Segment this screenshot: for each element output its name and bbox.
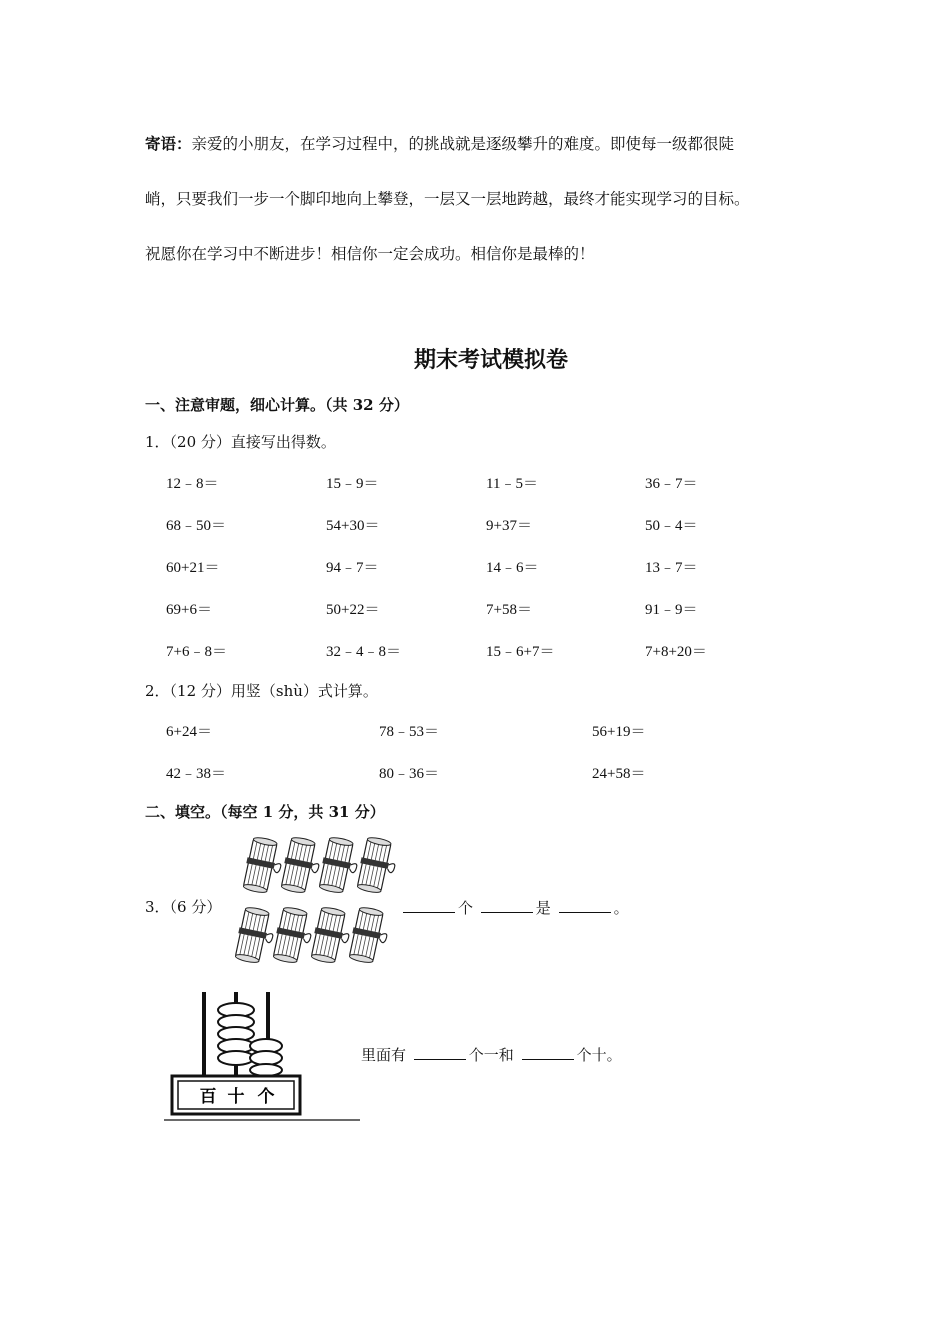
text-shi: 是 [535,899,551,917]
calc-item: 11﹣5＝ [486,476,538,492]
text-inside: 里面有 [361,1046,407,1064]
text-tens: 个十。 [576,1046,622,1064]
answer-blank[interactable] [522,1047,574,1060]
abacus-label-hundreds: 百 [199,1087,217,1107]
calc-item: 36﹣7＝ [645,476,698,492]
calc-item: 9+37＝ [486,518,532,534]
stick-bundle [241,836,286,896]
calc-item: 60+21＝ [166,560,220,576]
calc-item: 7+6﹣8＝ [166,644,227,660]
abacus-label-ones: 个 [257,1087,275,1107]
calc-item: 13﹣7＝ [645,560,698,576]
stick-bundle [317,836,362,896]
calc-item: 50﹣4＝ [645,518,698,534]
question-1-label: 1．（20 分）直接写出得数。 [145,433,336,451]
calc-item: 69+6＝ [166,602,212,618]
calc-item: 14﹣6＝ [486,560,539,576]
intro-line-3: 祝愿你在学习中不断进步！相信你一定会成功。相信你是最棒的！ [145,245,595,263]
calc-item: 91﹣9＝ [645,602,698,618]
stick-bundle [355,836,400,896]
calc-item: 12﹣8＝ [166,476,219,492]
answer-blank[interactable] [414,1047,466,1060]
calc-item: 50+22＝ [326,602,380,618]
calc-item: 7+8+20＝ [645,644,707,660]
stick-bundle [309,906,354,966]
abacus-image [164,988,364,1124]
calc-item: 94﹣7＝ [326,560,379,576]
calc-item: 15﹣6+7＝ [486,644,555,660]
vertical-calc-item: 56+19＝ [592,724,646,740]
stick-bundle [347,906,392,966]
stick-bundles-image [230,834,402,972]
intro-line-1 [145,132,734,154]
question-3-bundles-answer-line [400,897,629,918]
vertical-calc-item: 42﹣38＝ [166,766,227,782]
calc-item: 54+30＝ [326,518,380,534]
intro-label: 寄语： [145,134,192,153]
intro-line-2: 峭，只要我们一步一个脚印地向上攀登，一层又一层地跨越，最终才能实现学习的目标。 [145,190,750,208]
section-1-heading: 一、注意审题，细心计算。（共 32 分） [145,396,409,414]
text-ones-and: 个一和 [468,1046,514,1064]
stick-bundle [271,906,316,966]
calc-item: 15﹣9＝ [326,476,379,492]
vertical-calc-item: 78﹣53＝ [379,724,440,740]
vertical-calc-item: 6+24＝ [166,724,212,740]
calc-item: 32﹣4﹣8＝ [326,644,402,660]
abacus-label-tens: 十 [227,1087,245,1107]
section-2-heading: 二、填空。（每空 1 分，共 31 分） [145,803,385,821]
question-3-label: 3．（6 分） [145,898,222,916]
stick-bundle [233,906,278,966]
question-2-label: 2．（12 分）用竖（shù）式计算。 [145,682,378,700]
calc-item: 7+58＝ [486,602,532,618]
intro-text-1: 亲爱的小朋友，在学习过程中，的挑战就是逐级攀升的难度。即使每一级都很陡 [191,135,735,153]
calc-item: 68﹣50＝ [166,518,227,534]
question-3-abacus-answer-line [361,1044,622,1065]
vertical-calc-item: 24+58＝ [592,766,646,782]
answer-blank[interactable] [559,900,611,913]
text-period: 。 [613,899,629,917]
text-ge: 个 [458,899,474,917]
answer-blank[interactable] [481,900,533,913]
page-title: 期末考试模拟卷 [413,347,568,373]
answer-blank[interactable] [403,900,455,913]
vertical-calc-item: 80﹣36＝ [379,766,440,782]
stick-bundle [279,836,324,896]
